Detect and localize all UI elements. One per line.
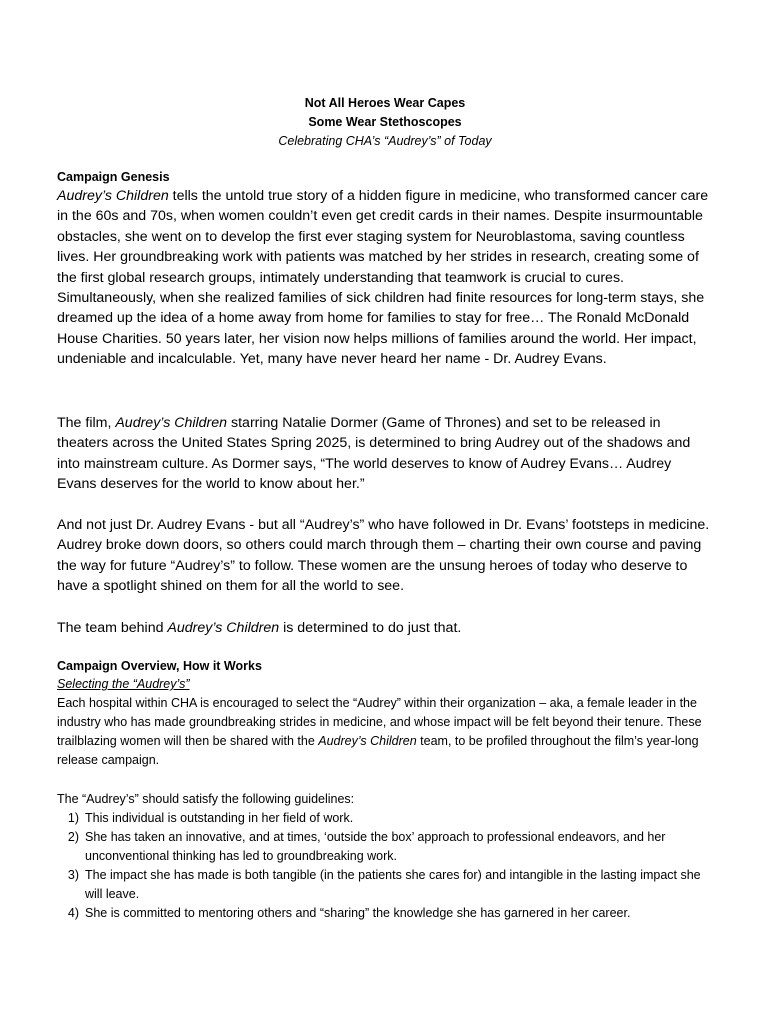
overview-heading: Campaign Overview, How it Works	[57, 659, 262, 673]
film-title: Audrey’s Children	[318, 734, 417, 749]
guidelines-intro: The “Audrey’s” should satisfy the following guidelines:	[57, 792, 355, 806]
title-line-1: Not All Heroes Wear Capes	[304, 96, 466, 110]
overview-paragraph-1-pre: Each hospital within CHA is encouraged to select the “Audrey” within their organization – aka, a female leader in the industry who has made groundbreaking strides in medicine, and whose impact will be felt beyond their tenure. These trailblazing women will then be shared with the	[57, 696, 702, 749]
list-item-number: 3)	[67, 868, 79, 883]
genesis-paragraph-2-block	[57, 413, 713, 495]
list-item-number: 2)	[67, 830, 79, 845]
title-line-2: Some Wear Stethoscopes	[308, 115, 462, 129]
genesis-paragraph-2-text: starring Natalie Dormer (Game of Thrones) and set to be released in theaters across the United States Spring 2025, is determined to bring Audrey out of the shadows and into mainstream culture. As Dormer says, “The world deserves to know of Audrey Evans… Audrey Evans deserves for the world to know about her.”	[57, 415, 691, 493]
list-item	[57, 866, 713, 904]
title-block	[0, 94, 770, 151]
film-title: Audrey’s Children	[167, 620, 280, 636]
list-item-text: The impact she has made is both tangible (in the patients she cares for) and intangible in the lasting impact she will leave.	[85, 868, 701, 902]
guidelines-list	[57, 809, 713, 923]
genesis-paragraph-4-post: is determined to do just that.	[279, 620, 462, 636]
list-item-number: 1)	[67, 811, 79, 826]
genesis-heading: Campaign Genesis	[57, 170, 170, 184]
selecting-subheading: Selecting the “Audrey’s”	[57, 677, 190, 691]
list-item-number: 4)	[67, 906, 79, 921]
genesis-paragraph-4	[57, 618, 713, 638]
list-item	[57, 828, 713, 866]
film-title: Audrey’s Children	[57, 188, 169, 204]
subtitle-line: Celebrating CHA’s “Audrey’s” of Today	[278, 134, 492, 148]
campaign-overview-section	[57, 657, 713, 770]
genesis-paragraph-3-block	[57, 515, 713, 597]
genesis-paragraph-3: And not just Dr. Audrey Evans - but all “Audrey’s” who have followed in Dr. Evans’ footsteps in medicine. Audrey broke down doors, so others could march through them – charting their own course and paving the way for future “Audrey’s” to follow. These women are the unsung heroes of today who deserve to have a spotlight shined on them for all the world to see.	[57, 517, 710, 595]
list-item-text: She is committed to mentoring others and “sharing” the knowledge she has garnered in her career.	[85, 906, 631, 921]
overview-paragraph-1-post: team, to be profiled throughout the film’s year-long release campaign.	[57, 734, 699, 768]
genesis-paragraph-4-pre: The team behind	[57, 620, 168, 636]
genesis-paragraph-1	[57, 186, 713, 370]
overview-paragraph-1	[57, 694, 713, 770]
list-item-text: This individual is outstanding in her field of work.	[85, 811, 354, 826]
guidelines-section	[57, 790, 713, 923]
list-item	[57, 809, 713, 828]
genesis-paragraph-4-block	[57, 618, 713, 638]
list-item	[57, 904, 713, 923]
genesis-paragraph-1-text: tells the untold true story of a hidden figure in medicine, who transformed cancer care in the 60s and 70s, when women couldn’t even get credit cards in their names. Despite insurmountable obstacles, she went on to develop the first ever staging system for Neuroblastoma, saving countless lives. Her groundbreaking work with patients was matched by her strides in research, creating some of the first global research groups, intimately understanding that teamwork is crucial to cures. Simultaneously, when she realized families of sick children had finite resources for long-term stays, she dreamed up the idea of a home away from home for families to stay for free… The Ronald McDonald House Charities. 50 years later, her vision now helps millions of families around the world. Her impact, undeniable and incalculable. Yet, many have never heard her name - Dr. Audrey Evans.	[57, 188, 709, 368]
list-item-text: She has taken an innovative, and at times, ‘outside the box’ approach to professional endeavors, and her unconventional thinking has led to groundbreaking work.	[85, 830, 666, 864]
genesis-paragraph-2	[57, 413, 713, 495]
film-title: Audrey’s Children	[115, 415, 228, 431]
genesis-paragraph-2-pre: The film,	[57, 415, 116, 431]
campaign-genesis-section	[57, 168, 713, 370]
